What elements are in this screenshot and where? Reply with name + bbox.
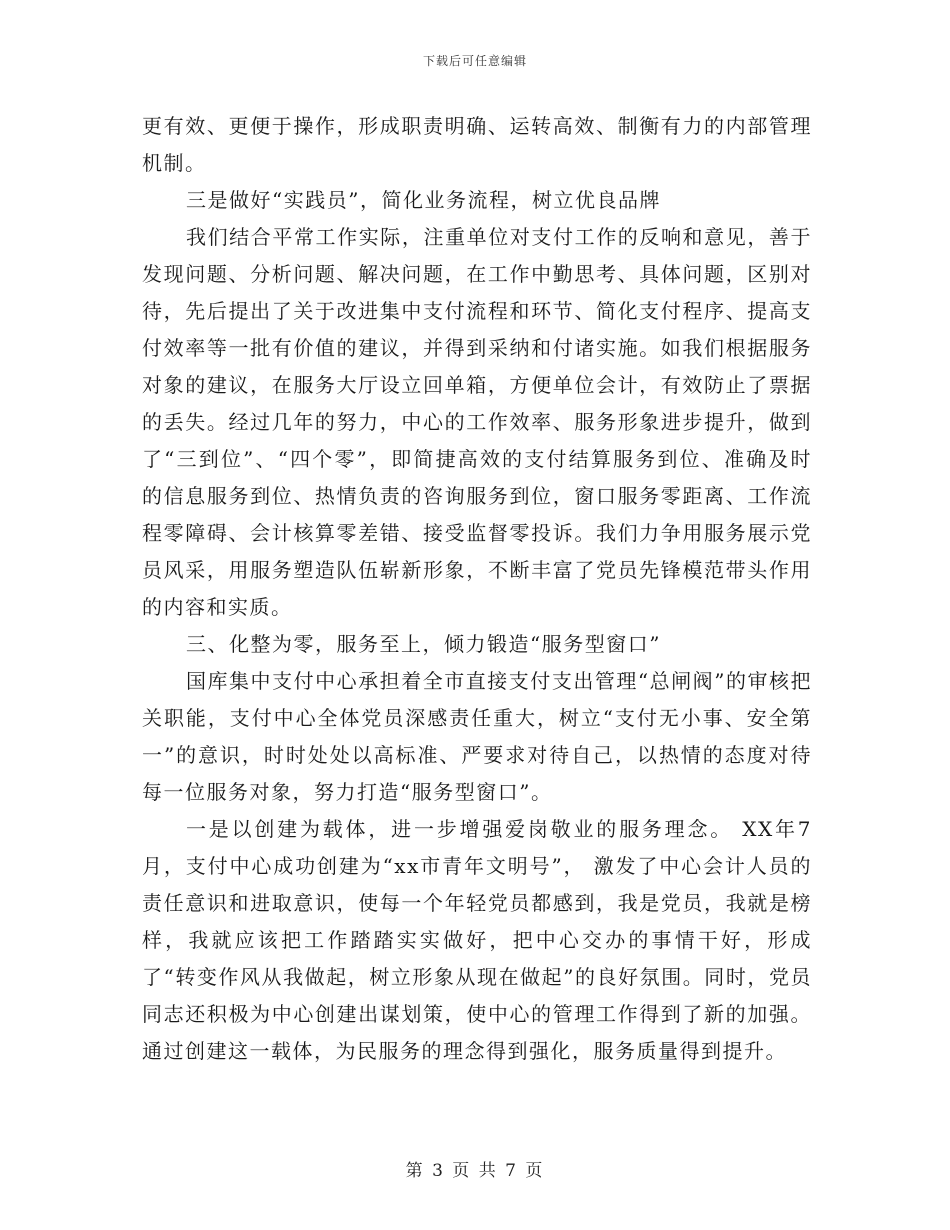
document-body — [142, 108, 812, 1070]
page-number-footer: 第 3 页 共 7 页 — [405, 1161, 545, 1181]
page-header: 下载后可任意编辑 — [422, 54, 527, 68]
paragraph-carrier-creation: 一是以创建为载体，进一步增强爱岗敬业的服务理念。 XX年7月，支付中心成功创建为“xx市青年文明号”， 激发了中心会计人员的责任意识和进取意识，使每一个年轻党员都感到，我是党员，我就是榜样，我就应该把工作踏踏实实做好，把中心交办的事情干好，形成了“转变作风从我做起，树立形象从现在做起”的良好氛围。同时，党员同志还积极为中心创建出谋划策，使中心的管理工作得到了新的加强。 通过创建这一载体，为民服务的理念得到强化，服务质量得到提升。 — [142, 817, 812, 1063]
paragraph-continuation: 更有效、更便于操作，形成职责明确、运转高效、制衡有力的内部管理机制。 — [142, 114, 812, 175]
paragraph-practice-detail: 我们结合平常工作实际，注重单位对支付工作的反响和意见，善于发现问题、分析问题、解决问题，在工作中勤思考、具体问题，区别对待，先后提出了关于改进集中支付流程和环节、简化支付程序、提高支付效率等一批有价值的建议，并得到采纳和付诸实施。如我们根据服务对象的建议，在服务大厅设立回单箱，方便单位会计，有效防止了票据的丢失。经过几年的努力，中心的工作效率、服务形象进步提升，做到了“三到位”、“四个零”，即简捷高效的支付结算服务到位、准确及时的信息服务到位、热情负责的咨询服务到位，窗口服务零距离、工作流程零障碍、会计核算零差错、接受监督零投诉。我们力争用服务展示党员风采，用服务塑造队伍崭新形象，不断丰富了党员先锋模范带头作用的内容和实质。 — [142, 225, 812, 619]
paragraph-service-window: 国库集中支付中心承担着全市直接支付支出管理“总闸阀”的审核把关职能，支付中心全体党员深感责任重大，树立“支付无小事、安全第一”的意识，时时处处以高标准、严要求对待自己，以热情的态度对待每一位服务对象，努力打造“服务型窗口”。 — [142, 669, 812, 804]
paragraph-section-heading: 三、化整为零，服务至上，倾力锻造“服务型窗口” — [186, 632, 661, 656]
paragraph-heading-practice: 三是做好“实践员”，简化业务流程，树立优良品牌 — [186, 188, 661, 212]
